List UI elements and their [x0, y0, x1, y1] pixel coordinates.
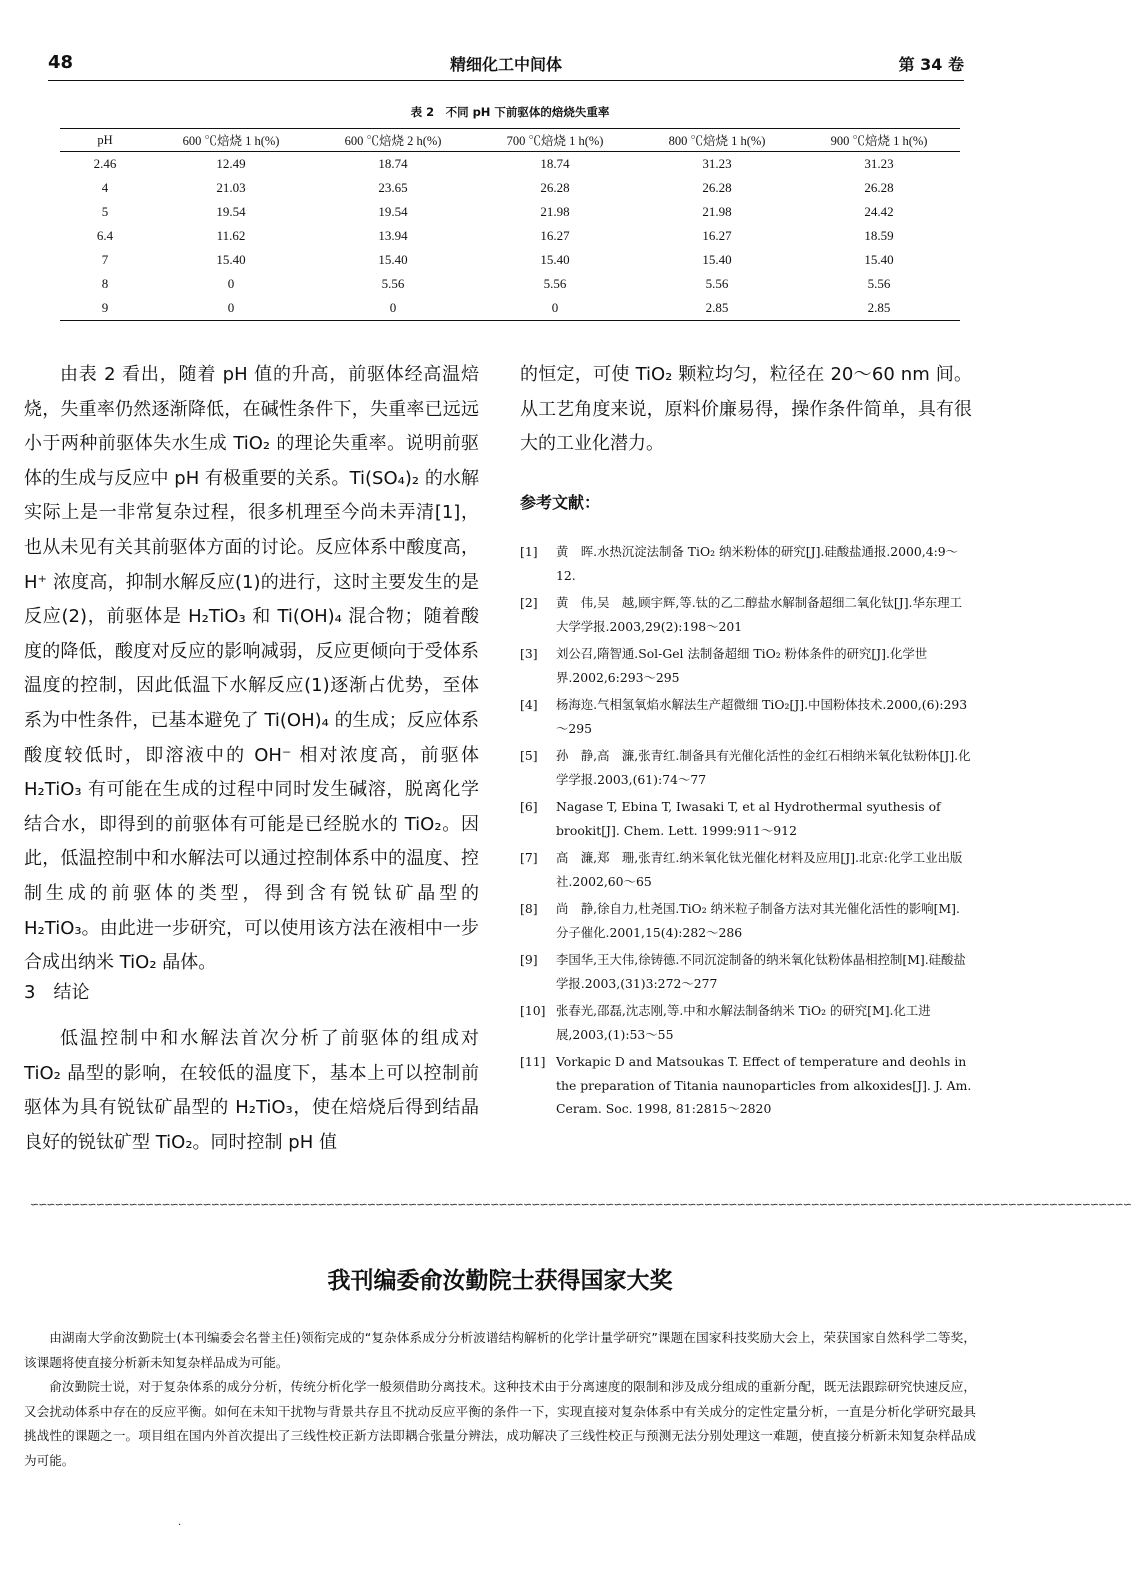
table-header-row	[60, 129, 960, 152]
column-header: pH	[60, 129, 150, 152]
reference-number: [9]	[520, 952, 538, 967]
reference-number: [7]	[520, 850, 538, 865]
table-cell: 26.28	[702, 180, 732, 195]
table-cell: 18.74	[540, 156, 570, 171]
table-cell: 31.23	[702, 156, 732, 171]
reference-text: 张春光,邵磊,沈志刚,等.中和水解法制备纳米 TiO₂ 的研究[M].化工进展,2003,(1):53～55	[556, 1003, 931, 1042]
reference-number: [1]	[520, 544, 538, 559]
reference-text: 黄 伟,吴 越,顾宇辉,等.钛的乙二醇盐水解制备超细二氧化钛[J].华东理工大学学报.2003,29(2):198～201	[556, 595, 963, 634]
table-cell: 0	[474, 296, 636, 321]
table-row	[60, 152, 960, 177]
reference-text: 刘公召,隋智通.Sol-Gel 法制备超细 TiO₂ 粉体条件的研究[J].化学世界.2002,6:293～295	[556, 646, 928, 685]
table-cell: 0	[150, 296, 312, 321]
table-cell: 5.56	[867, 276, 891, 291]
reference-text: 黄 晖.水热沉淀法制备 TiO₂ 纳米粉体的研究[J].硅酸盐通报.2000,4:9～12.	[556, 544, 959, 583]
volume-label: 第 34 卷	[898, 55, 964, 74]
journal-title: 精细化工中间体	[449, 55, 562, 74]
news-title: 我刊编委俞汝勤院士获得国家大奖	[327, 1268, 673, 1294]
table-cell: 21.98	[540, 204, 570, 219]
reference-item	[520, 948, 972, 995]
reference-item	[520, 1050, 972, 1121]
table-cell: 6.4	[96, 228, 114, 243]
table-cell: 19.54	[216, 204, 246, 219]
table-cell: 15.40	[378, 252, 408, 267]
table-cell: 26.28	[540, 180, 570, 195]
table-cell: 13.94	[378, 228, 408, 243]
reference-number: [10]	[520, 1003, 546, 1018]
table-row	[60, 248, 960, 272]
conclusion-block	[24, 1022, 479, 1160]
column-header: 600 ℃焙烧 2 h(%)	[312, 129, 474, 152]
reference-item	[520, 999, 972, 1046]
reference-text: Nagase T, Ebina T, Iwasaki T, et al Hydrothermal syuthesis of brookit[J]. Chem. Lett. 1999:911～912	[556, 799, 941, 838]
reference-text: 尚 静,徐自力,杜尧国.TiO₂ 纳米粒子制备方法对其光催化活性的影响[M].分子催化.2001,15(4):282～286	[556, 901, 960, 940]
table-cell: 7	[101, 252, 109, 267]
table-cell: 5	[101, 204, 109, 219]
section-heading: 3 结论	[24, 982, 90, 1003]
reference-item	[520, 897, 972, 944]
reference-text: Vorkapic D and Matsoukas T. Effect of temperature and deohls in the preparation of Titania naunoparticles from alkoxides[J]. J. Am. Ceram. Soc. 1998, 81:2815～2820	[556, 1054, 972, 1116]
reference-number: [2]	[520, 595, 538, 610]
news-body	[24, 1326, 976, 1474]
discussion-paragraph: 由表 2 看出，随着 pH 值的升高，前驱体经高温焙烧，失重率仍然逐渐降低，在碱性条件下，失重率已远远小于两种前驱体失水生成 TiO₂ 的理论失重率。说明前驱体的生成与反应中 pH 有极重要的关系。Ti(SO₄)₂ 的水解实际上是一非常复杂过程，很多机理至今尚未弄清[1]，也从未见有关其前驱体方面的讨论。反应体系中酸度高，H⁺ 浓度高，抑制水解反应(1)的进行，这时主要发生的是反应(2)，前驱体是 H₂TiO₃ 和 Ti(OH)₄ 混合物；随着酸度的降低，酸度对反应的影响减弱，反应更倾向于受体系温度的控制，因此低温下水解反应(1)逐渐占优势，至体系为中性条件，已基本避免了 Ti(OH)₄ 的生成；反应体系酸度较低时，即溶液中的 OH⁻ 相对浓度高，前驱体 H₂TiO₃ 有可能在生成的过程中同时发生碱溶，脱离化学结合水，即得到的前驱体有可能是已经脱水的 TiO₂。因此，低温控制中和水解法可以通过控制体系中的温度、控制生成的前驱体的类型，得到含有锐钛矿晶型的 H₂TiO₃。由此进一步研究，可以使用该方法在液相中一步合成出纳米 TiO₂ 晶体。	[24, 364, 479, 974]
table-cell: 21.03	[216, 180, 246, 195]
table-cell: 11.62	[216, 228, 246, 243]
table-cell: 18.59	[864, 228, 894, 243]
table-cell: 5.56	[543, 276, 567, 291]
table-row	[60, 176, 960, 200]
references-heading: 参考文献：	[520, 493, 601, 512]
table-cell: 5.56	[381, 276, 405, 291]
header-rule	[48, 80, 964, 81]
column-header: 900 ℃焙烧 1 h(%)	[798, 129, 960, 152]
table-row	[60, 272, 960, 296]
table-cell: 0	[227, 276, 235, 291]
reference-item	[520, 540, 972, 587]
table-cell: 24.42	[864, 204, 894, 219]
table-row	[60, 200, 960, 224]
conclusion-paragraph: 低温控制中和水解法首次分析了前驱体的组成对 TiO₂ 晶型的影响，在较低的温度下，基本上可以控制前驱体为具有锐钛矿晶型的 H₂TiO₃，使在焙烧后得到结晶良好的锐钛矿型 TiO₂。同时控制 pH 值	[24, 1028, 479, 1153]
column-header: 700 ℃焙烧 1 h(%)	[474, 129, 636, 152]
weight-loss-table	[60, 128, 960, 321]
table-cell: 21.98	[702, 204, 732, 219]
reference-text: 李国华,王大伟,徐铸德.不同沉淀制备的纳米氧化钛粉体晶相控制[M].硅酸盐学报.2003,(31)3:272～277	[556, 952, 966, 991]
news-paragraph: 俞汝勤院士说，对于复杂体系的成分分析，传统分析化学一般须借助分离技术。这种技术由于分离速度的限制和涉及成分组成的重新分配，既无法跟踪研究快速反应，又会扰动体系中存在的反应平衡。如何在未知干扰物与背景共存且不扰动反应平衡的条件一下，实现直接对复杂体系中有关成分的定性定量分析，一直是分析化学研究最具挑战性的课题之一。项目组在国内外首次提出了三线性校正新方法即耦合张量分辨法，成功解决了三线性校正与预测无法分别处理这一难题，使直接分析新未知复杂样品成为可能。	[24, 1379, 976, 1468]
running-head	[48, 50, 964, 78]
reference-text: 高 濂,郑 珊,张青红.纳米氧化钛光催化材料及应用[J].北京:化学工业出版社.2002,60～65	[556, 850, 963, 889]
table-cell: 23.65	[378, 180, 408, 195]
table-cell: 31.23	[864, 156, 894, 171]
table-cell: 15.40	[540, 252, 570, 267]
table-caption: 表 2 不同 pH 下前驱体的焙烧失重率	[410, 105, 610, 119]
page-number: 48	[48, 52, 74, 73]
stray-dot: ·	[178, 1520, 182, 1531]
reference-item	[520, 591, 972, 638]
table-cell: 18.74	[378, 156, 408, 171]
reference-item	[520, 642, 972, 689]
table-row	[60, 296, 960, 321]
reference-item	[520, 693, 972, 740]
reference-number: [5]	[520, 748, 538, 763]
reference-number: [11]	[520, 1054, 546, 1069]
table-cell: 2.85	[798, 296, 960, 321]
table-cell: 2.46	[93, 156, 117, 171]
table-cell: 15.40	[216, 252, 246, 267]
table-cell: 19.54	[378, 204, 408, 219]
reference-item	[520, 744, 972, 791]
reference-item	[520, 846, 972, 893]
reference-item	[520, 795, 972, 842]
news-paragraph: 由湖南大学俞汝勤院士(本刊编委会名誉主任)领衔完成的“复杂体系成分分析波谱结构解析的化学计量学研究”课题在国家科技奖励大会上，荣获国家自然科学二等奖，该课题将使直接分析新未知复杂样品成为可能。	[24, 1330, 976, 1370]
table-cell: 2.85	[636, 296, 798, 321]
table-cell: 15.40	[864, 252, 894, 267]
table-cell: 5.56	[705, 276, 729, 291]
discussion-paragraph-block	[24, 358, 479, 981]
right-paragraph: 的恒定，可使 TiO₂ 颗粒均匀，粒径在 20～60 nm 间。从工艺角度来说，原料价廉易得，操作条件简单，具有很大的工业化潜力。	[520, 364, 972, 455]
table-cell: 12.49	[216, 156, 246, 171]
reference-list	[520, 540, 972, 1125]
table-cell: 4	[101, 180, 109, 195]
table-row	[60, 224, 960, 248]
reference-number: [6]	[520, 799, 538, 814]
reference-number: [8]	[520, 901, 538, 916]
table-cell: 9	[60, 296, 150, 321]
table-cell: 0	[312, 296, 474, 321]
reference-text: 孙 静,高 濂,张青红.制备具有光催化活性的金红石相纳米氧化钛粉体[J].化学学报.2003,(61):74～77	[556, 748, 971, 787]
ornamental-divider: ∽∽∽∽∽∽∽∽∽∽∽∽∽∽∽∽∽∽∽∽∽∽∽∽∽∽∽∽∽∽∽∽∽∽∽∽∽∽∽∽∽∽∽∽∽∽∽∽∽∽∽∽∽∽∽∽∽∽∽∽∽∽∽∽∽∽∽∽∽∽∽∽∽∽∽∽∽∽∽∽∽∽∽∽∽∽∽∽∽∽∽∽∽∽∽∽∽∽∽∽∽∽∽∽∽∽∽∽∽∽∽∽∽∽∽∽∽∽∽∽∽∽∽∽∽∽∽∽∽∽∽∽∽∽	[30, 1198, 1131, 1211]
table-cell: 16.27	[540, 228, 570, 243]
reference-number: [4]	[520, 697, 538, 712]
table-cell: 26.28	[864, 180, 894, 195]
column-header: 800 ℃焙烧 1 h(%)	[636, 129, 798, 152]
table-cell: 15.40	[702, 252, 732, 267]
reference-number: [3]	[520, 646, 538, 661]
reference-text: 杨海迩.气相氢氧焰水解法生产超微细 TiO₂[J].中国粉体技术.2000,(6):293～295	[556, 697, 968, 736]
column-header: 600 ℃焙烧 1 h(%)	[150, 129, 312, 152]
table-cell: 8	[101, 276, 109, 291]
table-cell: 16.27	[702, 228, 732, 243]
